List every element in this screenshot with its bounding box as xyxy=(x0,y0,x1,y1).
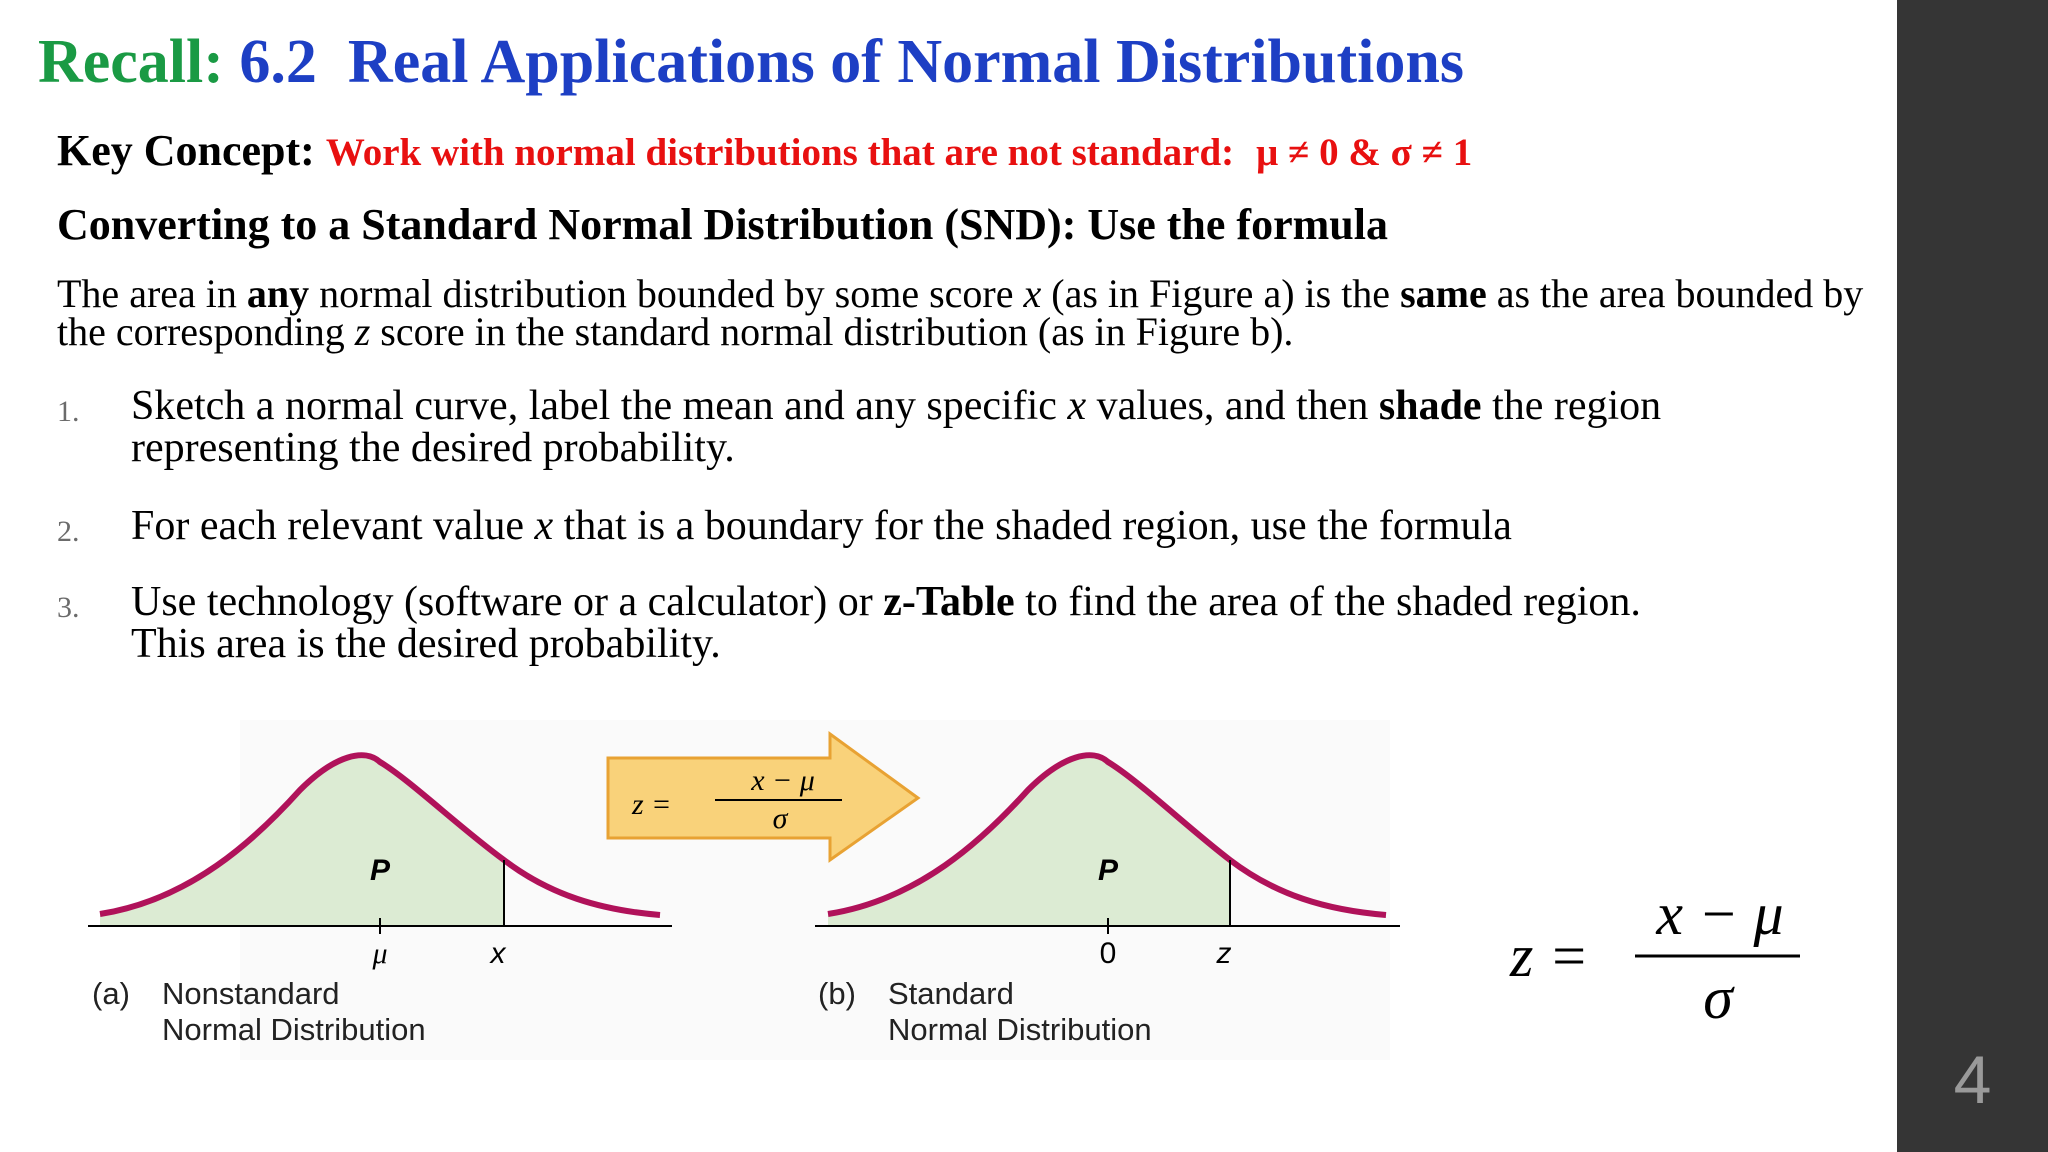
step-number: 3. xyxy=(57,591,80,624)
caption-a-line1: Nonstandard xyxy=(162,976,340,1011)
arrow-formula-den: σ xyxy=(772,802,788,835)
step-number: 1. xyxy=(57,395,80,428)
step-x: x xyxy=(534,503,554,549)
right-sidebar xyxy=(1897,0,2048,1152)
caption-a-label: (a) xyxy=(92,976,130,1011)
key-concept-condition: μ ≠ 0 & σ ≠ 1 xyxy=(1256,131,1473,174)
key-concept-text: Work with normal distributions that are not standard: xyxy=(325,131,1235,174)
step-text: Use technology (software or a calculator) or xyxy=(131,579,884,625)
step-bold: z-Table xyxy=(883,579,1015,625)
title-name: Real Applications of Normal Distributions xyxy=(347,28,1464,96)
para-z: z xyxy=(354,309,371,354)
arrow-formula-num: x − μ xyxy=(751,764,815,797)
z-label-b: z xyxy=(1216,937,1232,970)
page-number: 4 xyxy=(1953,1042,1992,1118)
para-bold-same: same xyxy=(1400,271,1487,316)
p-label-a: P xyxy=(369,854,391,887)
formula-denominator: σ xyxy=(1703,965,1733,1031)
mu-label-a: μ xyxy=(372,937,388,970)
para-text: as the area bounded by the corresponding xyxy=(57,271,1864,354)
step-x: x xyxy=(1067,383,1087,429)
title-recall: Recall: xyxy=(38,28,224,96)
formula-lhs: z = xyxy=(1510,923,1589,989)
big-formula xyxy=(1505,870,1825,1050)
para-x: x xyxy=(1023,271,1042,316)
arrow-formula-lhs: z = xyxy=(632,788,672,821)
step-text: values, and then xyxy=(1086,383,1379,429)
caption-b-label: (b) xyxy=(818,976,856,1011)
explanation-paragraph xyxy=(57,271,1887,354)
para-bold-any: any xyxy=(246,271,310,316)
key-concept-label: Key Concept: xyxy=(57,126,315,175)
step-bold: shade xyxy=(1378,383,1482,429)
step-number: 2. xyxy=(57,515,80,548)
step-text: For each relevant value xyxy=(131,503,535,549)
para-text: score in the standard normal distribution (as in Figure b). xyxy=(370,309,1294,354)
slide-title xyxy=(38,26,1464,98)
zero-label-b: 0 xyxy=(1099,937,1117,970)
caption-a-line2: Normal Distribution xyxy=(162,1012,426,1047)
step-text: representing the desired probability. xyxy=(131,425,735,471)
normal-distribution-figure xyxy=(80,720,1420,1060)
para-text: normal distribution bounded by some score xyxy=(309,271,1024,316)
formula-numerator: x − μ xyxy=(1656,881,1784,947)
para-text: The area in xyxy=(57,271,247,316)
step-text: to find the area of the shaded region. xyxy=(1014,579,1641,625)
para-text: (as in Figure a) is the xyxy=(1041,271,1401,316)
caption-b-line1: Standard xyxy=(888,976,1014,1011)
p-label-b: P xyxy=(1097,854,1119,887)
step-text: the region xyxy=(1481,383,1662,429)
step-text: that is a boundary for the shaded region, use the formula xyxy=(553,503,1512,549)
key-concept xyxy=(57,124,1472,180)
step-text: Sketch a normal curve, label the mean and any specific xyxy=(131,383,1068,429)
caption-b-line2: Normal Distribution xyxy=(888,1012,1152,1047)
converting-heading: Converting to a Standard Normal Distribution (SND): Use the formula xyxy=(57,200,1388,249)
step-text: This area is the desired probability. xyxy=(131,621,721,667)
title-section: 6.2 xyxy=(239,28,317,96)
x-label-a: x xyxy=(490,937,506,970)
